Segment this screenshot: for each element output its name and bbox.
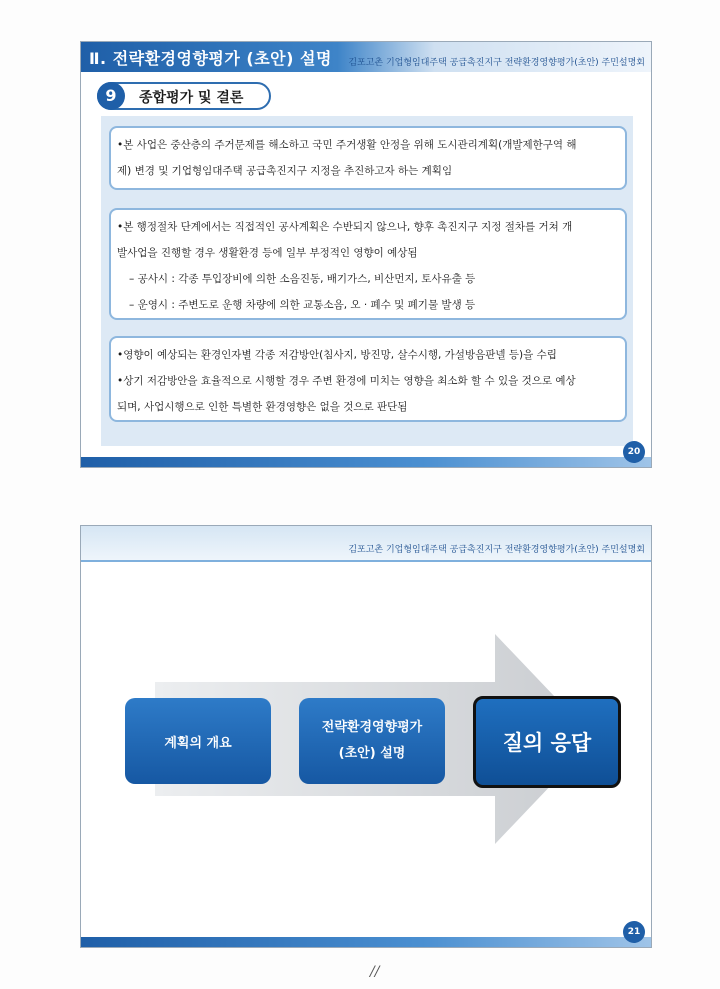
summary-subitem: – 운영시 : 주변도로 운행 차량에 의한 교통소음, 오 · 폐수 및 폐기물 발생 등 bbox=[129, 299, 476, 311]
summary-subitem: – 공사시 : 각종 투입장비에 의한 소음진동, 배기가스, 비산먼지, 토사유출 등 bbox=[129, 273, 476, 285]
handwritten-mark: // bbox=[370, 964, 380, 980]
slide-20 bbox=[80, 41, 652, 468]
step-label: 질의 응답 bbox=[502, 731, 592, 755]
step-label-line2: (초안) 설명 bbox=[338, 746, 406, 761]
header-subtitle: 김포고촌 기업형임대주택 공급촉진지구 전략환경영향평가(초안) 주민설명회 bbox=[348, 545, 645, 555]
summary-line: •본 사업은 중산층의 주거문제를 해소하고 국민 주거생활 안정을 위해 도시관리계획(개발제한구역 해 bbox=[117, 139, 577, 151]
step-assessment-explanation bbox=[299, 698, 445, 784]
summary-line: •본 행정절차 단계에서는 직접적인 공사계획은 수반되지 않으나, 향후 촉진지구 지정 절차를 거쳐 개 bbox=[117, 221, 573, 233]
summary-box-2 bbox=[109, 208, 627, 320]
summary-line: 제) 변경 및 기업형임대주택 공급촉진지구 지정을 추진하고자 하는 계획임 bbox=[117, 165, 453, 177]
header-bar bbox=[81, 526, 651, 562]
step-label-line1: 전략환경영향평가 bbox=[321, 720, 423, 735]
footer-bar bbox=[81, 937, 651, 947]
step-label: 계획의 개요 bbox=[164, 735, 232, 751]
section-number: 9 bbox=[97, 82, 125, 110]
step-plan-overview bbox=[125, 698, 271, 784]
summary-line: 발사업을 진행할 경우 생활환경 등에 일부 부정적인 영향이 예상됨 bbox=[117, 247, 418, 259]
footer-bar bbox=[81, 457, 651, 467]
page-number: 20 bbox=[623, 441, 645, 463]
summary-line: •영향이 예상되는 환경인자별 각종 저감방안(침사지, 방진망, 살수시행, 가설방음판넬 등)을 수립 bbox=[117, 349, 557, 361]
header-subtitle: 김포고촌 기업형임대주택 공급촉진지구 전략환경영향평가(초안) 주민설명회 bbox=[348, 58, 645, 68]
section-title: 종합평가 및 결론 bbox=[139, 90, 244, 106]
header-title: Ⅱ. 전략환경영향평가 (초안) 설명 bbox=[89, 49, 332, 68]
header-bar bbox=[81, 42, 651, 72]
section-badge bbox=[97, 82, 271, 110]
summary-line: 되며, 사업시행으로 인한 특별한 환경영향은 없을 것으로 판단됨 bbox=[117, 401, 408, 413]
slide-21 bbox=[80, 525, 652, 948]
page-number: 21 bbox=[623, 921, 645, 943]
step-qna bbox=[473, 696, 621, 788]
summary-box-1 bbox=[109, 126, 627, 190]
summary-line: •상기 저감방안을 효율적으로 시행할 경우 주변 환경에 미치는 영향을 최소화 할 수 있을 것으로 예상 bbox=[117, 375, 576, 387]
summary-box-3 bbox=[109, 336, 627, 422]
